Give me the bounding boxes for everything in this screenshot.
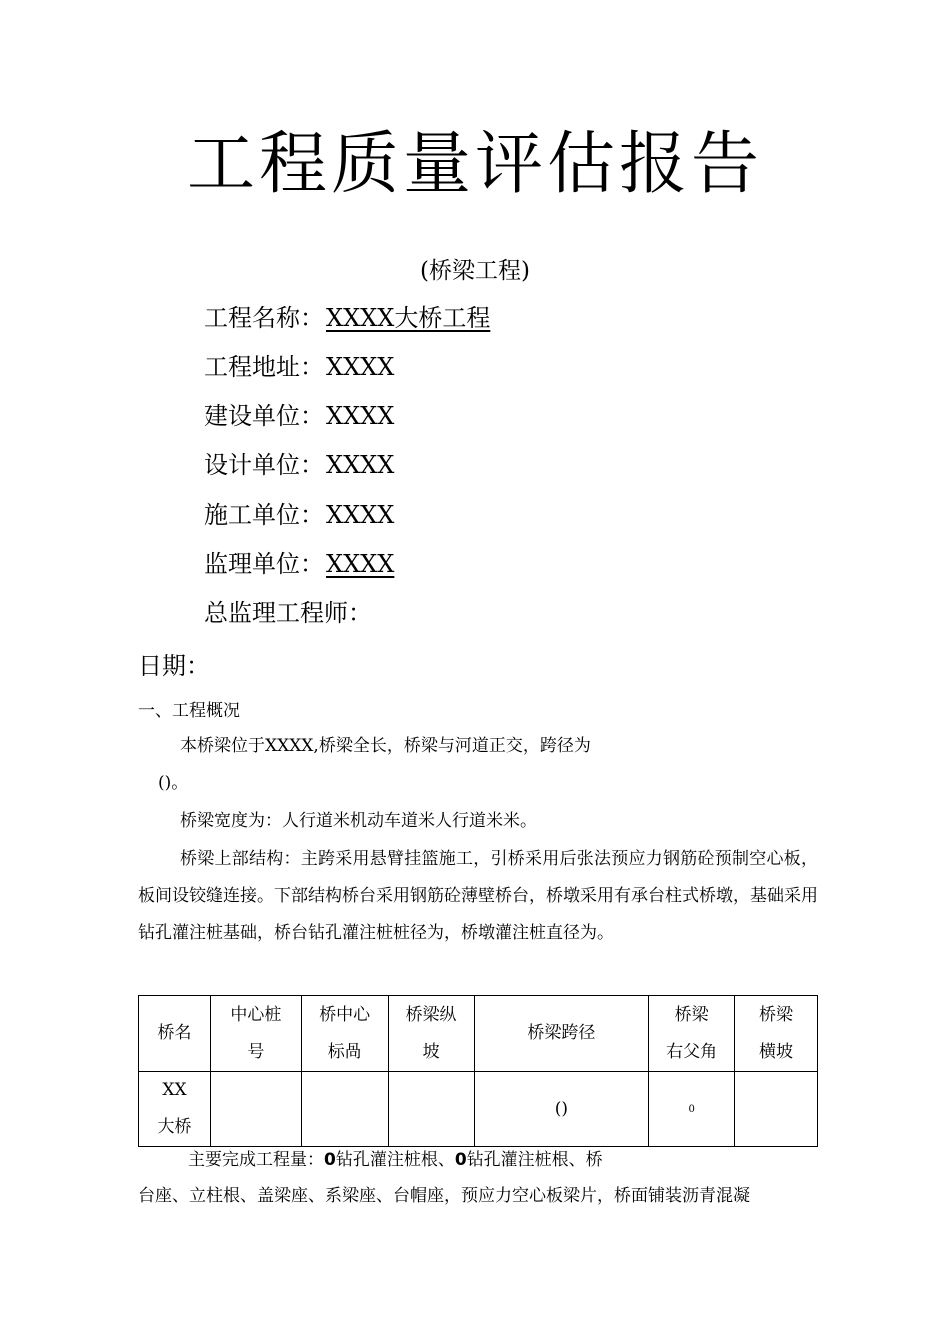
structure-paragraph: 桥梁上部结构：主跨采用悬臂挂篮施工，引桥采用后张法预应力钢筋砼预制空心板，板间设铰缝连接。下部结构桥台采用钢筋砼薄壁桥台，桥墩采用有承台柱式桥墩，基础采用钻孔灌注桩基础，桥台钻孔灌注桩桩径为，桥墩灌注桩直径为。: [138, 849, 818, 943]
header-skew-angle: 桥梁 右父角: [649, 996, 735, 1072]
field-chief-engineer: [204, 596, 374, 630]
quantities-intro: 主要完成工程量：: [188, 1150, 324, 1170]
field-label: 施工单位：: [204, 501, 324, 529]
field-supervisor: [204, 547, 394, 581]
field-value: XXXX: [326, 451, 395, 479]
field-label: 工程地址：: [204, 353, 324, 381]
header-longitudinal-slope: 桥梁纵 坡: [388, 996, 474, 1072]
document-subtitle: (桥梁工程): [420, 258, 530, 284]
quantities-text: 钻孔灌注桩根、桥: [466, 1150, 603, 1170]
header-center-stake: 中心桩 号: [210, 996, 301, 1072]
quantities-paragraph-cont: 台座、立柱根、盖梁座、系梁座、台帽座，预应力空心板梁片，桥面铺装沥青混凝: [138, 1186, 750, 1206]
header-cross-slope: 桥梁 横坡: [735, 996, 818, 1072]
date-label: 日期：: [138, 652, 210, 680]
field-label: 总监理工程师：: [204, 599, 372, 627]
cell-skew-angle: 0: [649, 1072, 735, 1147]
field-owner: [204, 399, 394, 433]
field-label: 设计单位：: [204, 451, 324, 479]
field-value: XXXX: [326, 550, 395, 578]
field-value: XXXX: [326, 402, 395, 430]
table-header-row: [139, 996, 818, 1072]
location-paragraph-cont: ()。: [158, 773, 189, 793]
quantity-number: 0: [324, 1150, 336, 1170]
document-title: 工程质量评估报告: [186, 125, 763, 204]
width-paragraph: 桥梁宽度为：人行道米机动车道米人行道米米。: [180, 811, 537, 831]
quantity-number: 0: [454, 1150, 467, 1170]
field-designer: [204, 448, 394, 482]
cell-cross-slope: [735, 1072, 818, 1147]
field-value: XXXX: [326, 501, 395, 529]
field-label: 工程名称：: [204, 304, 324, 332]
section-heading: 一、工程概况: [138, 701, 240, 721]
field-project-address: [204, 350, 394, 384]
header-span: 桥梁跨径: [474, 996, 649, 1072]
header-center-elevation: 桥中心 标咼: [301, 996, 388, 1072]
field-label: 监理单位：: [204, 550, 324, 578]
quantities-text: 钻孔灌注桩根、: [335, 1150, 455, 1170]
header-bridge-name: 桥名: [139, 996, 211, 1072]
field-label: 建设单位：: [204, 402, 324, 430]
field-value: XXXX大桥工程: [326, 304, 491, 332]
cell-bridge-name: XX 大桥: [139, 1072, 211, 1147]
table-row: [139, 1072, 818, 1147]
bridge-info-table: [138, 995, 818, 1147]
cell-longitudinal-slope: [388, 1072, 474, 1147]
cell-span: (): [474, 1072, 649, 1147]
field-value: XXXX: [326, 353, 395, 381]
field-project-name: [204, 301, 490, 335]
quantities-paragraph: [188, 1148, 603, 1172]
cell-center-elevation: [301, 1072, 388, 1147]
cell-center-stake: [210, 1072, 301, 1147]
field-contractor: [204, 498, 394, 532]
location-paragraph: 本桥梁位于XXXX,桥梁全长，桥梁与河道正交，跨径为: [180, 736, 591, 756]
